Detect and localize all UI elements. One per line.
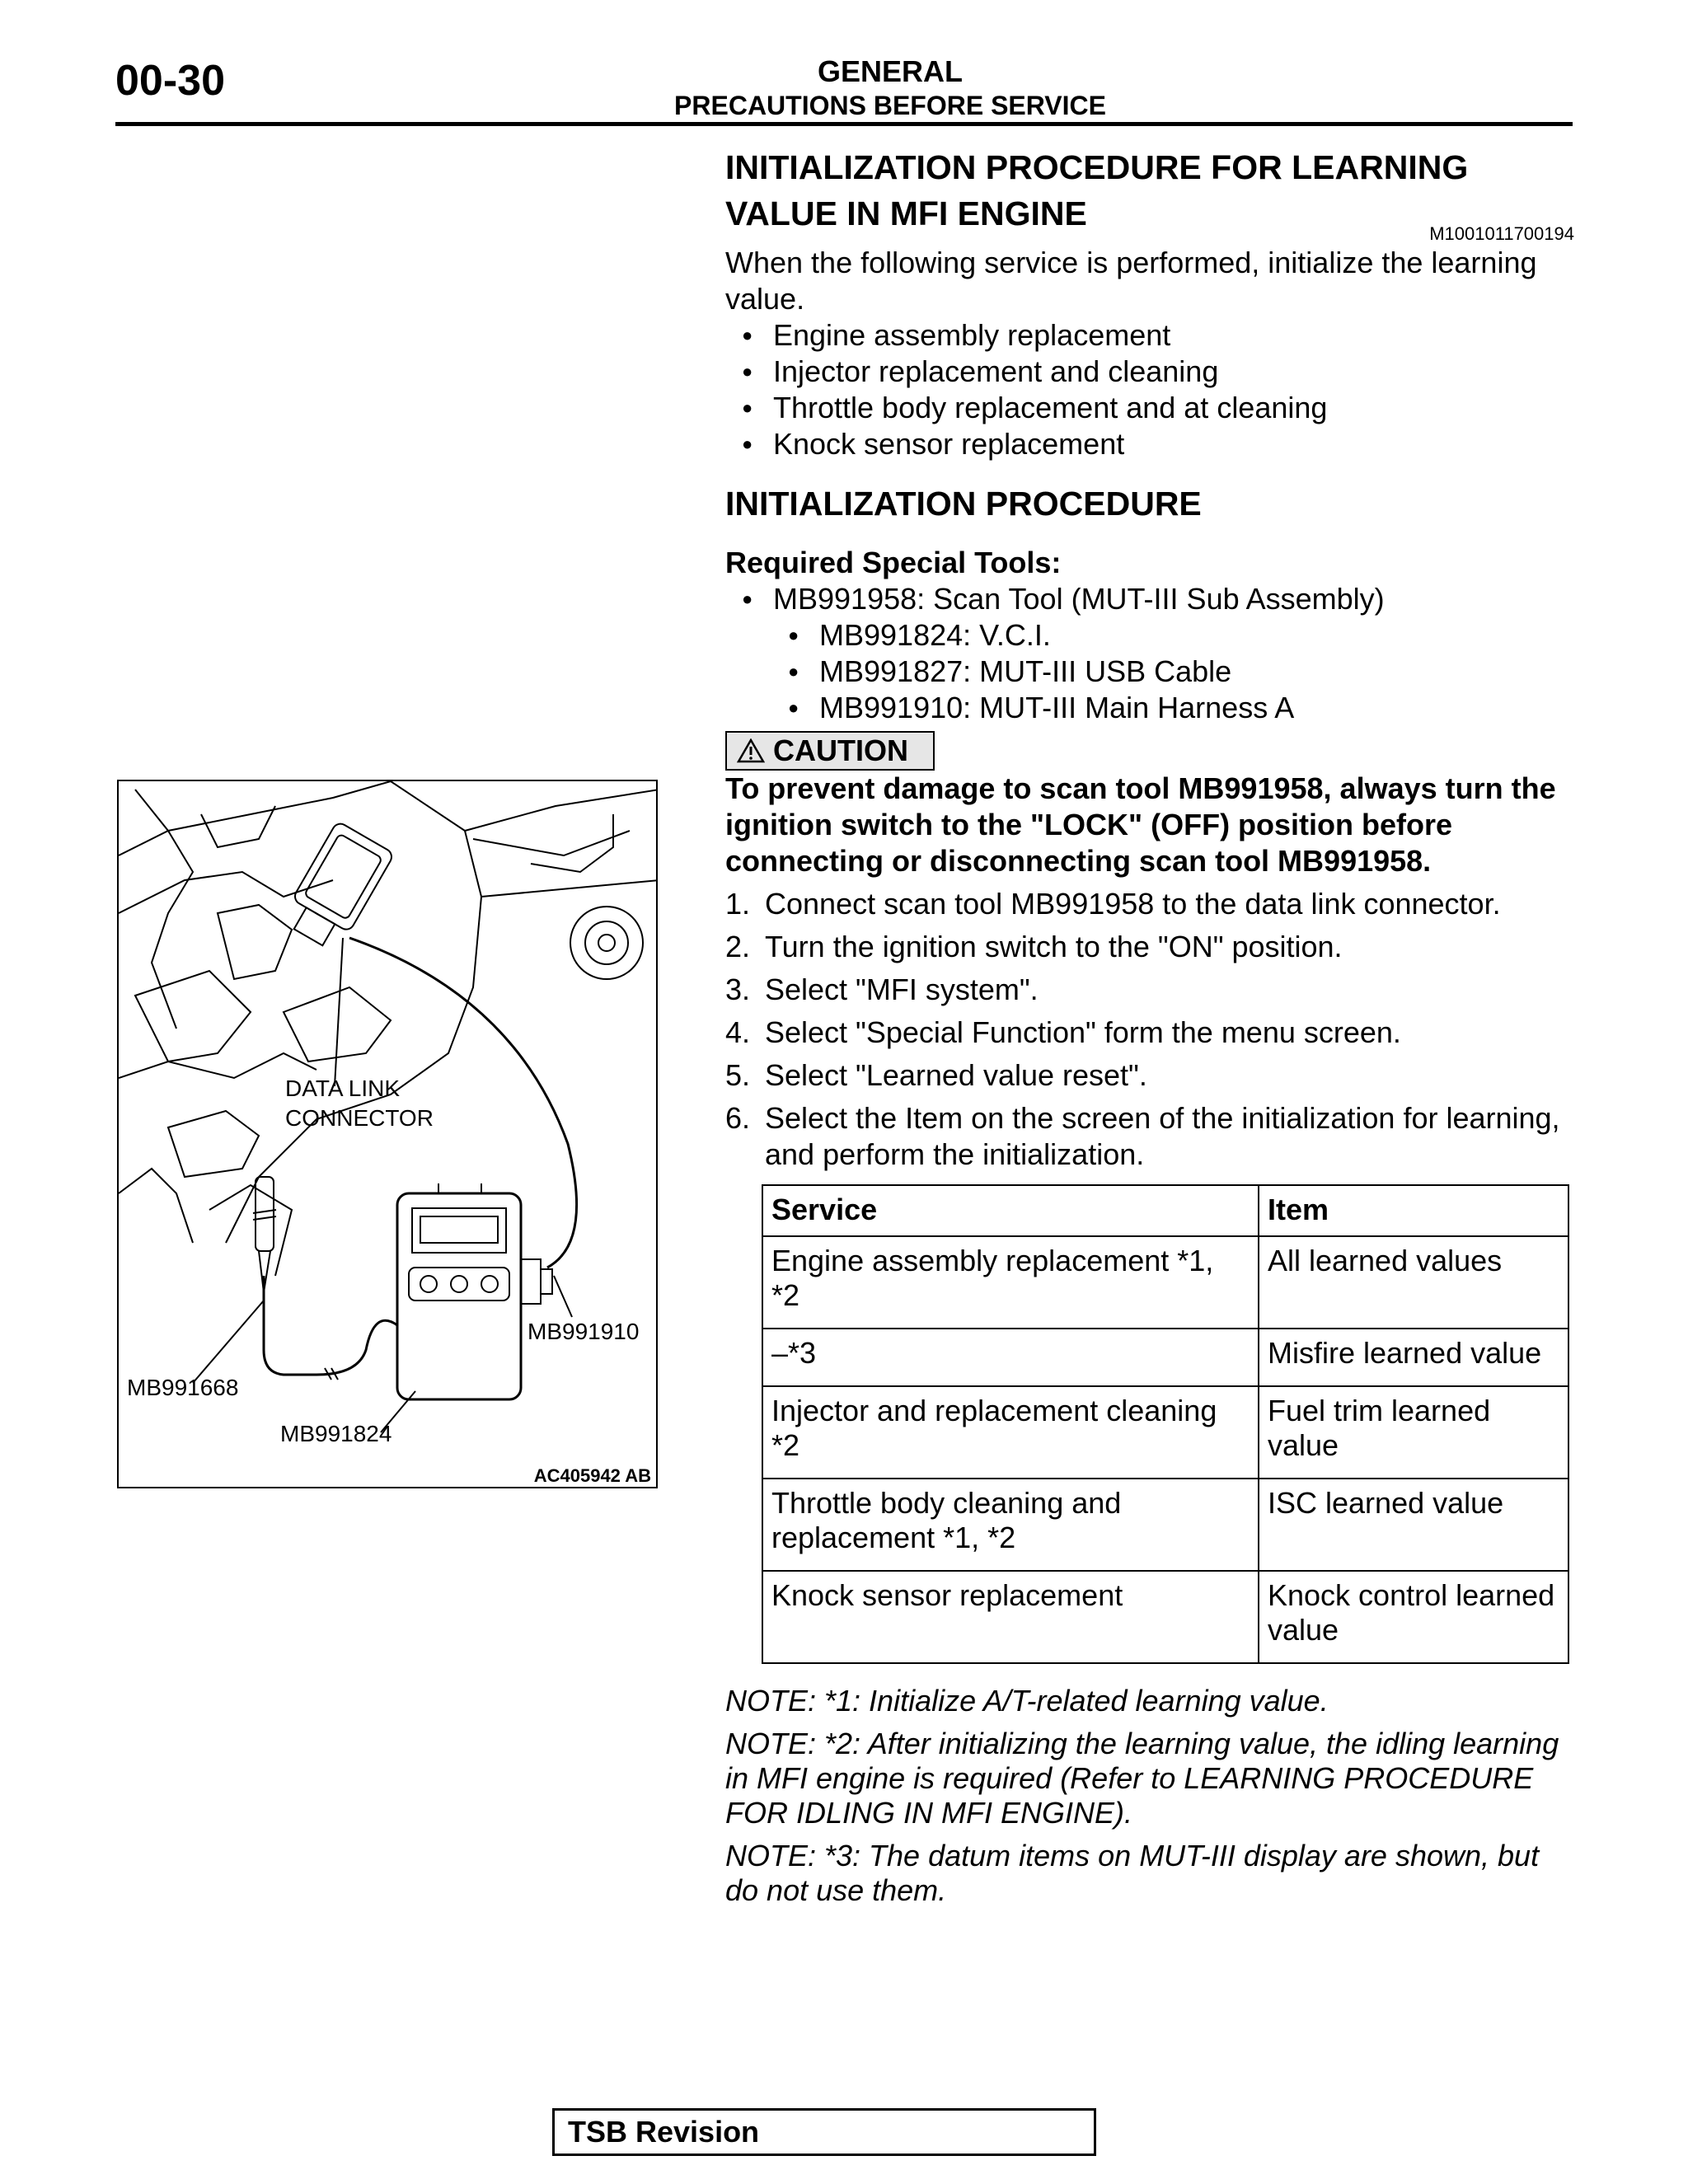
table-cell: ISC learned value <box>1259 1479 1568 1571</box>
procedure-step <box>725 972 1574 1008</box>
table-cell: –*3 <box>762 1329 1259 1386</box>
table-cell: All learned values <box>1259 1236 1568 1329</box>
list-item: ● MB991958: Scan Tool (MUT-III Sub Assembly) <box>725 581 1574 617</box>
step-text: Select the Item on the screen of the initialization for learning, and perform the initialization. <box>765 1101 1560 1171</box>
tools-heading: Required Special Tools: <box>725 546 1062 579</box>
document-id: M1001011700194 <box>1429 223 1574 244</box>
table-cell: Engine assembly replacement *1, *2 <box>762 1236 1259 1329</box>
list-item: ● MB991910: MUT-III Main Harness A <box>725 690 1574 726</box>
table-cell: Knock sensor replacement <box>762 1571 1259 1663</box>
list-item: ● MB991824: V.C.I. <box>725 617 1574 654</box>
table-header-item: Item <box>1259 1185 1568 1236</box>
step-number: 6. <box>725 1101 751 1135</box>
service-item-table <box>762 1184 1569 1664</box>
step-number: 4. <box>725 1015 751 1049</box>
caution-label-box <box>725 731 935 771</box>
step-text: Select "Special Function" form the menu screen. <box>765 1015 1401 1049</box>
section-title-procedure: INITIALIZATION PROCEDURE <box>725 485 1202 523</box>
table-row <box>762 1386 1568 1479</box>
table-cell: Misfire learned value <box>1259 1329 1568 1386</box>
procedure-step <box>725 1100 1574 1173</box>
table-header-row <box>762 1185 1568 1236</box>
list-item: ● Knock sensor replacement <box>725 426 1574 462</box>
table-cell: Injector and replacement cleaning *2 <box>762 1386 1259 1479</box>
caution-text: To prevent damage to scan tool MB991958, always turn the ignition switch to the "LOCK" (OFF) position before connecting or disconnecting scan tool MB991958. <box>725 771 1556 878</box>
table-cell: Knock control learned value <box>1259 1571 1568 1663</box>
content-column <box>725 144 1574 2106</box>
table-cell: Fuel trim learned value <box>1259 1386 1568 1479</box>
label-mb991824: MB991824 <box>280 1421 392 1446</box>
procedure-step <box>725 929 1574 965</box>
label-mb991910: MB991910 <box>528 1319 640 1344</box>
table-header-service: Service <box>762 1185 1259 1236</box>
service-bullet-list <box>725 317 1574 462</box>
procedure-step <box>725 886 1574 922</box>
note: NOTE: *1: Initialize A/T-related learning value. <box>725 1684 1329 1718</box>
procedure-step <box>725 1057 1574 1094</box>
list-item: ● Throttle body replacement and at cleaning <box>725 390 1574 426</box>
table-row <box>762 1479 1568 1571</box>
step-text: Turn the ignition switch to the "ON" position. <box>765 930 1343 963</box>
label-data-link-line1: DATA LINK <box>285 1076 401 1101</box>
step-text: Select "MFI system". <box>765 972 1039 1006</box>
list-item: ● Injector replacement and cleaning <box>725 354 1574 390</box>
procedure-steps <box>725 886 1574 1173</box>
section-title-line2: VALUE IN MFI ENGINE <box>725 194 1087 232</box>
table-cell: Throttle body cleaning and replacement *1, *2 <box>762 1479 1259 1571</box>
warning-triangle-icon <box>737 738 765 763</box>
step-text: Connect scan tool MB991958 to the data link connector. <box>765 887 1501 921</box>
table-row <box>762 1329 1568 1386</box>
step-number: 3. <box>725 972 751 1006</box>
label-data-link-connector <box>285 1074 434 1133</box>
label-mb991668: MB991668 <box>127 1375 239 1400</box>
tsb-revision-box: TSB Revision <box>552 2108 1096 2156</box>
step-number: 1. <box>725 887 751 921</box>
header-subtitle: PRECAUTIONS BEFORE SERVICE <box>674 91 1106 120</box>
tools-list <box>725 581 1574 726</box>
table-row <box>762 1236 1568 1329</box>
label-data-link-line2: CONNECTOR <box>285 1105 434 1131</box>
header-title: GENERAL <box>817 54 963 88</box>
step-number: 2. <box>725 930 751 963</box>
page-number: 00-30 <box>115 57 225 105</box>
intro-text: When the following service is performed, initialize the learning value. <box>725 246 1537 316</box>
note: NOTE: *2: After initializing the learning value, the idling learning in MFI engine is required (Refer to LEARNING PROCEDURE FOR IDLING IN MFI ENGINE). <box>725 1727 1559 1830</box>
table-row <box>762 1571 1568 1663</box>
notes <box>725 1684 1574 1908</box>
header-rule <box>115 122 1573 126</box>
procedure-step <box>725 1015 1574 1051</box>
step-number: 5. <box>725 1058 751 1092</box>
scan-tool-connection-figure <box>117 780 658 1488</box>
section-title-line1: INITIALIZATION PROCEDURE FOR LEARNING <box>725 148 1469 186</box>
figure-code: AC405942 AB <box>533 1465 651 1486</box>
list-item: ● Engine assembly replacement <box>725 317 1574 354</box>
caution-label: CAUTION <box>773 733 908 767</box>
step-text: Select "Learned value reset". <box>765 1058 1147 1092</box>
list-item: ● MB991827: MUT-III USB Cable <box>725 654 1574 690</box>
note: NOTE: *3: The datum items on MUT-III display are shown, but do not use them. <box>725 1839 1540 1907</box>
